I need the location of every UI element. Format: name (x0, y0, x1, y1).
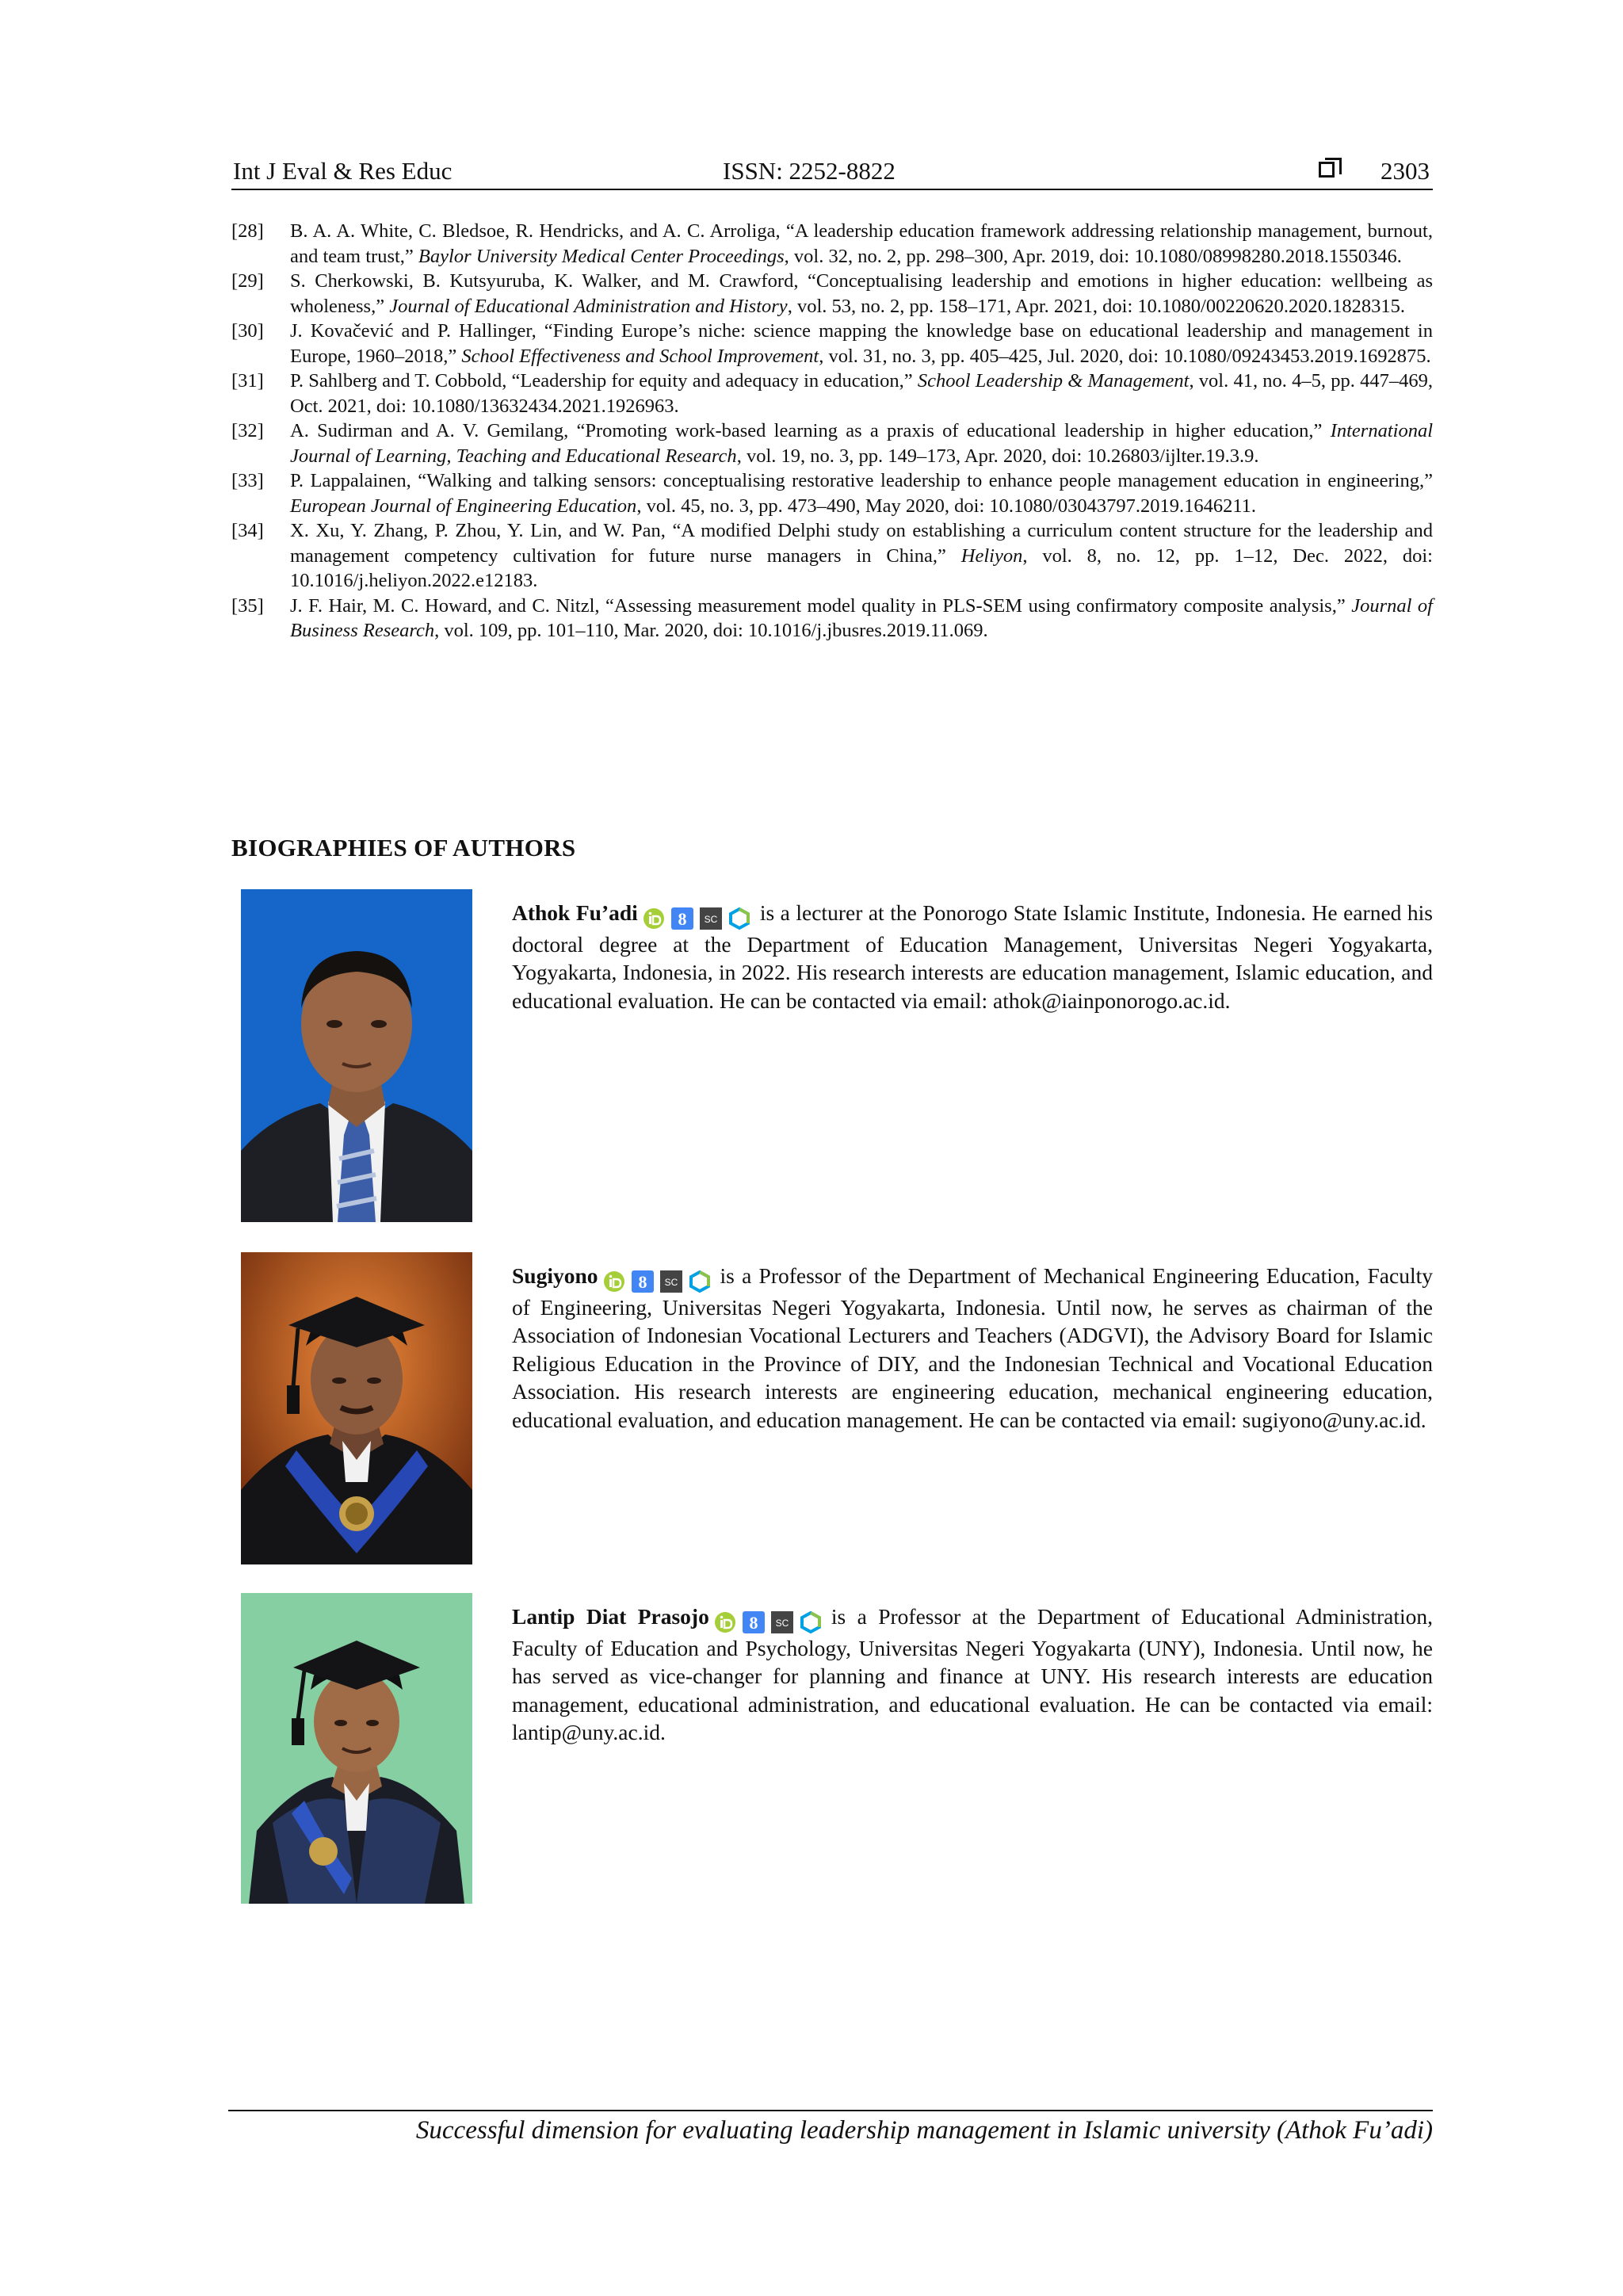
reference-venue: Journal of Educational Administration and History (389, 295, 788, 317)
svg-text:SC: SC (775, 1617, 789, 1629)
reference-venue: European Journal of Engineering Education (290, 495, 637, 517)
reference-text (290, 369, 1433, 418)
svg-text:8: 8 (749, 1612, 758, 1633)
reference-details: , vol. 109, pp. 101–110, Mar. 2020, doi: 10.1016/j.jbusres.2019.11.069. (434, 620, 988, 641)
author-bio-text (512, 899, 1433, 1014)
reference-text (290, 594, 1433, 644)
reference-text (290, 418, 1433, 468)
author-portrait-sugiyono (241, 1252, 472, 1564)
reference-number: [35] (231, 594, 264, 617)
author-profile-badges (643, 902, 757, 930)
reference-venue: Heliyon (960, 544, 1023, 567)
page-number: 2303 (1381, 157, 1430, 185)
author-bio (231, 1593, 1433, 1904)
author-bio-text (512, 1262, 1433, 1435)
google-scholar-icon[interactable] (743, 1611, 765, 1633)
reference-venue: School Effectiveness and School Improvement (461, 345, 819, 367)
reference-authors-title: J. Kovačević and P. Hallinger, “Finding Europe’s niche: science mapping the knowledge base on educational leadership and management in Europe, 1960–2018,” (290, 320, 1433, 367)
reference-authors-title: X. Xu, Y. Zhang, P. Zhou, Y. Lin, and W. Pan, “A modified Delphi study on establishing a curriculum content structure for the leadership and management competency cultivation for future nurse managers in China,” (290, 520, 1433, 567)
reference-details: , vol. 32, no. 2, pp. 298–300, Apr. 2019, doi: 10.1080/08998280.2018.1550346. (784, 245, 1402, 267)
issn: ISSN: 2252-8822 (723, 157, 896, 185)
header-rule (231, 189, 1433, 190)
reference-list (231, 219, 1433, 644)
section-title: BIOGRAPHIES OF AUTHORS (231, 834, 576, 861)
box-icon (1319, 162, 1335, 178)
svg-text:SC: SC (664, 1276, 678, 1288)
google-scholar-icon[interactable] (671, 907, 693, 930)
reference-text (290, 269, 1433, 319)
author-portrait-lantip (241, 1593, 472, 1904)
author-description: is a lecturer at the Ponorogo State Islamic Institute, Indonesia. He earned his doctoral degree at the Department of Education Management, Universitas Negeri Yogyakarta, Yogyakarta, Indonesia, in 2022. His research interests are education management, Islamic education, and educational evaluation. He can be contacted via email: athok@iainponorogo.ac.id. (512, 900, 1433, 1013)
author-bio-text (512, 1603, 1433, 1747)
reference-authors-title: S. Cherkowski, B. Kutsyuruba, K. Walker, and M. Crawford, “Conceptualising leadership and emotions in higher education: wellbeing as wholeness,” (290, 270, 1433, 317)
orcid-icon[interactable] (714, 1611, 736, 1633)
svg-text:8: 8 (638, 1271, 647, 1292)
scopus-icon[interactable] (660, 1270, 682, 1293)
reference-number: [31] (231, 370, 264, 392)
reference-item (231, 269, 1433, 319)
reference-authors-title: P. Sahlberg and T. Cobbold, “Leadership for equity and adequacy in education,” (290, 370, 918, 392)
reference-text (290, 219, 1433, 269)
footer-rule (228, 2110, 1433, 2111)
publons-icon[interactable] (728, 907, 750, 930)
reference-item (231, 219, 1433, 269)
reference-number: [34] (231, 520, 264, 541)
publons-icon[interactable] (800, 1611, 822, 1633)
author-description: is a Professor of the Department of Mechanical Engineering Education, Faculty of Engineering, Universitas Negeri Yogyakarta, Indonesia. Until now, he serves as chairman of the Association of Indonesian Vocational Lecturers and Teachers (ADGVI), the Advisory Board for Islamic Religious Education in the Province of DIY, and the Indonesian Technical and Vocational Education Association. His research interests are engineering education, mechanical engineering education, educational evaluation, and education management. He can be contacted via email: sugiyono@uny.ac.id. (512, 1263, 1433, 1432)
author-profile-badges (714, 1606, 828, 1634)
reference-number: [32] (231, 420, 264, 441)
author-photo (241, 889, 472, 1222)
reference-item (231, 319, 1433, 369)
reference-item (231, 468, 1433, 518)
reference-details: , vol. 41, no. 4–5, pp. 447–469, Oct. 2021, doi: 10.1080/13632434.2021.1926963. (290, 370, 1433, 417)
reference-text (290, 468, 1433, 518)
reference-details: , vol. 53, no. 2, pp. 158–171, Apr. 2021, doi: 10.1080/00220620.2020.1828315. (787, 295, 1405, 317)
reference-number: [33] (231, 470, 264, 491)
orcid-icon[interactable] (603, 1270, 625, 1293)
reference-text (290, 319, 1433, 369)
author-name: Sugiyono (512, 1263, 598, 1288)
running-title: Successful dimension for evaluating leadership management in Islamic university (Athok Fu’adi) (415, 2116, 1433, 2145)
author-photo (241, 1593, 472, 1904)
google-scholar-icon[interactable] (632, 1270, 654, 1293)
reference-item (231, 369, 1433, 418)
reference-venue: Journal of Business Research (290, 594, 1433, 641)
author-name: Athok Fu’adi (512, 900, 638, 925)
reference-number: [30] (231, 320, 264, 342)
reference-authors-title: A. Sudirman and A. V. Gemilang, “Promoting work-based learning as a praxis of educational leadership in higher education,” (290, 420, 1331, 441)
journal-name: Int J Eval & Res Educ (233, 157, 453, 185)
reference-item (231, 418, 1433, 468)
author-bio (231, 1252, 1433, 1564)
reference-number: [28] (231, 220, 264, 242)
reference-text (290, 518, 1433, 594)
reference-authors-title: J. F. Hair, M. C. Howard, and C. Nitzl, “Assessing measurement model quality in PLS-SEM using confirmatory composite analysis,” (290, 594, 1352, 617)
author-name: Lantip Diat Prasojo (512, 1604, 709, 1629)
scopus-icon[interactable] (700, 907, 722, 930)
reference-item (231, 518, 1433, 594)
author-photo (241, 1252, 472, 1564)
reference-details: , vol. 45, no. 3, pp. 473–490, May 2020, doi: 10.1080/03043797.2019.1646211. (636, 495, 1257, 517)
author-description: is a Professor at the Department of Educational Administration, Faculty of Education and Psychology, Universitas Negeri Yogyakarta (UNY), Indonesia. Until now, he has served as vice-changer for planning and finance at UNY. His research interests are education management, educational administration, and educational evaluation. He can be contacted via email: lantip@uny.ac.id. (512, 1604, 1433, 1745)
reference-details: , vol. 19, no. 3, pp. 149–173, Apr. 2020, doi: 10.26803/ijlter.19.3.9. (736, 445, 1259, 467)
reference-details: , vol. 8, no. 12, pp. 1–12, Dec. 2022, doi: 10.1016/j.heliyon.2022.e12183. (290, 544, 1433, 591)
reference-item (231, 594, 1433, 644)
author-portrait-athok (241, 889, 472, 1222)
reference-authors-title: P. Lappalainen, “Walking and talking sensors: conceptualising restorative leadership to enhance people management education in engineering,” (290, 470, 1433, 491)
svg-text:8: 8 (678, 908, 687, 929)
reference-details: , vol. 31, no. 3, pp. 405–425, Jul. 2020, doi: 10.1080/09243453.2019.1692875. (819, 345, 1431, 367)
author-profile-badges (603, 1265, 717, 1293)
reference-venue: School Leadership & Management (917, 370, 1190, 392)
publons-icon[interactable] (689, 1270, 711, 1293)
orcid-icon[interactable] (643, 907, 665, 930)
reference-venue: International Journal of Learning, Teaching and Educational Research (290, 420, 1433, 467)
page-header (231, 155, 1431, 189)
reference-authors-title: B. A. A. White, C. Bledsoe, R. Hendricks, and A. C. Arroliga, “A leadership education framework addressing relationship management, burnout, and team trust,” (290, 220, 1433, 267)
scopus-icon[interactable] (771, 1611, 793, 1633)
author-bio (231, 889, 1433, 1222)
reference-number: [29] (231, 270, 264, 292)
svg-text:SC: SC (704, 913, 718, 925)
reference-venue: Baylor University Medical Center Proceedings (418, 245, 785, 267)
